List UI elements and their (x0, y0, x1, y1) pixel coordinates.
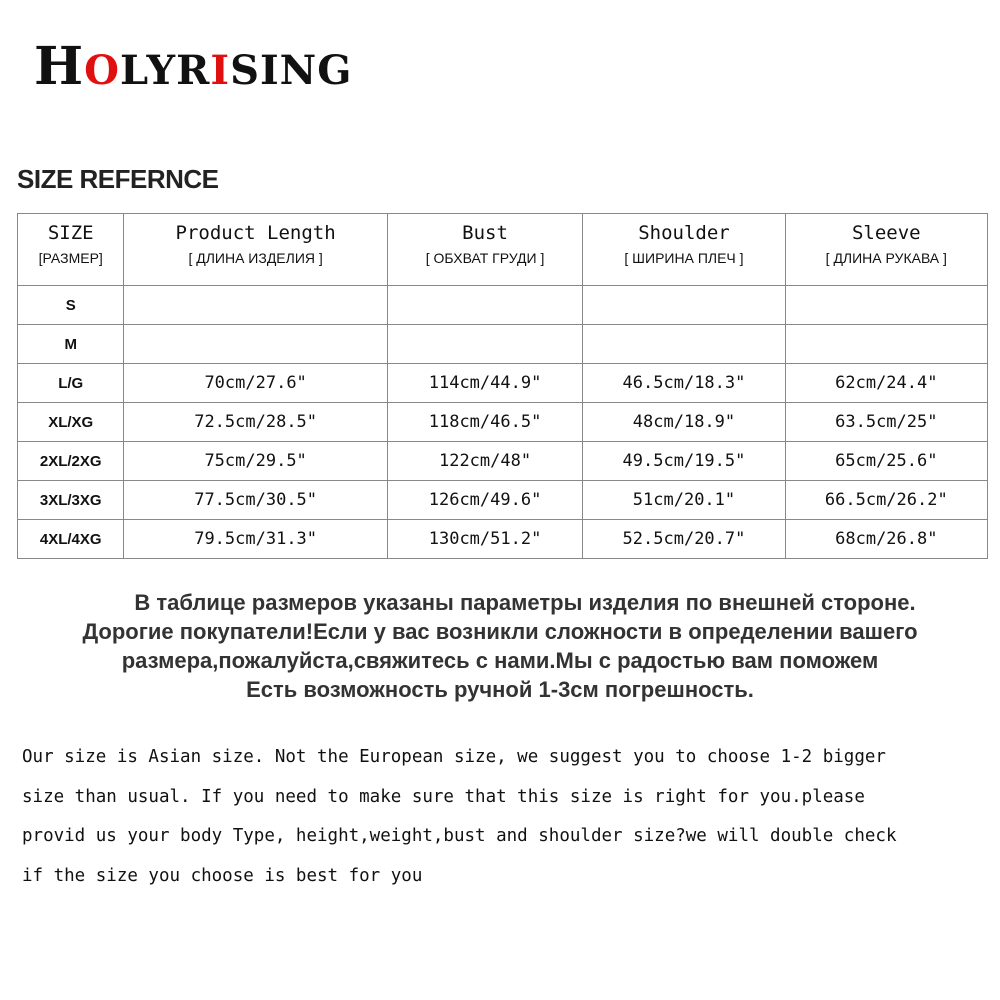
header-label: Shoulder (638, 222, 730, 244)
column-header (124, 214, 387, 286)
table-row (18, 325, 988, 364)
measurement-cell: 126cm/49.6" (387, 481, 583, 520)
measurement-cell (583, 286, 785, 325)
header-label: Bust (462, 222, 508, 244)
measurement-cell: 65cm/25.6" (785, 442, 987, 481)
header-label-ru: [ ШИРИНА ПЛЕЧ ] (624, 250, 744, 266)
russian-notes (0, 588, 1000, 704)
table-row (18, 520, 988, 559)
table-row (18, 481, 988, 520)
measurement-cell: 70cm/27.6" (124, 364, 387, 403)
measurement-cell (124, 325, 387, 364)
column-header (785, 214, 987, 286)
size-table (17, 213, 988, 559)
ru-note-line: Есть возможность ручной 1-3см погрешность. (246, 677, 754, 702)
size-cell: XL/XG (18, 403, 124, 442)
size-cell: 3XL/3XG (18, 481, 124, 520)
measurement-cell: 48cm/18.9" (583, 403, 785, 442)
header-label: Product Length (175, 222, 336, 244)
header-label-ru: [РАЗМЕР] (38, 250, 103, 266)
measurement-cell: 79.5cm/31.3" (124, 520, 387, 559)
measurement-cell: 122cm/48" (387, 442, 583, 481)
column-header (18, 214, 124, 286)
header-label-ru: [ ДЛИНА РУКАВА ] (825, 250, 947, 266)
measurement-cell: 63.5cm/25" (785, 403, 987, 442)
header-label: Sleeve (851, 222, 921, 244)
table-row (18, 403, 988, 442)
column-header (387, 214, 583, 286)
header-label-ru: [ ДЛИНА ИЗДЕЛИЯ ] (188, 250, 323, 266)
ru-note-line: Дорогие покупатели!Если у вас возникли сложности в определении вашего (82, 619, 918, 644)
table-row (18, 364, 988, 403)
measurement-cell: 62cm/24.4" (785, 364, 987, 403)
page-title: SIZE REFERNCE (17, 164, 219, 194)
size-cell: M (18, 325, 124, 364)
table-row (18, 286, 988, 325)
table-row (18, 442, 988, 481)
measurement-cell: 52.5cm/20.7" (583, 520, 785, 559)
measurement-cell (785, 325, 987, 364)
measurement-cell: 130cm/51.2" (387, 520, 583, 559)
measurement-cell (785, 286, 987, 325)
ru-note-line: размера,пожалуйста,свяжитесь с нами.Мы с радостью вам поможем (121, 648, 879, 673)
measurement-cell: 72.5cm/28.5" (124, 403, 387, 442)
header-label-ru: [ ОБХВАТ ГРУДИ ] (425, 250, 545, 266)
measurement-cell: 68cm/26.8" (785, 520, 987, 559)
measurement-cell: 118cm/46.5" (387, 403, 583, 442)
measurement-cell: 46.5cm/18.3" (583, 364, 785, 403)
en-note-line: if the size you choose is best for you (22, 865, 423, 886)
measurement-cell: 49.5cm/19.5" (583, 442, 785, 481)
measurement-cell: 51cm/20.1" (583, 481, 785, 520)
measurement-cell: 77.5cm/30.5" (124, 481, 387, 520)
size-cell: S (18, 286, 124, 325)
size-cell: 2XL/2XG (18, 442, 124, 481)
measurement-cell: 114cm/44.9" (387, 364, 583, 403)
size-cell: 4XL/4XG (18, 520, 124, 559)
ru-note-line: В таблице размеров указаны параметры изделия по внешней стороне. (134, 590, 916, 615)
measurement-cell (387, 325, 583, 364)
measurement-cell: 75cm/29.5" (124, 442, 387, 481)
measurement-cell (583, 325, 785, 364)
en-note-line: size than usual. If you need to make sure that this size is right for you.please (22, 786, 865, 807)
measurement-cell: 66.5cm/26.2" (785, 481, 987, 520)
measurement-cell (387, 286, 583, 325)
en-note-line: provid us your body Type, height,weight,bust and shoulder size?we will double check (22, 826, 897, 846)
column-header (583, 214, 785, 286)
brand-logo: HOLYRISING (34, 36, 353, 97)
size-cell: L/G (18, 364, 124, 403)
measurement-cell (124, 286, 387, 325)
english-notes (22, 738, 992, 896)
header-label: SIZE (47, 222, 94, 244)
en-note-line: Our size is Asian size. Not the European size, we suggest you to choose 1-2 bigger (22, 747, 886, 767)
